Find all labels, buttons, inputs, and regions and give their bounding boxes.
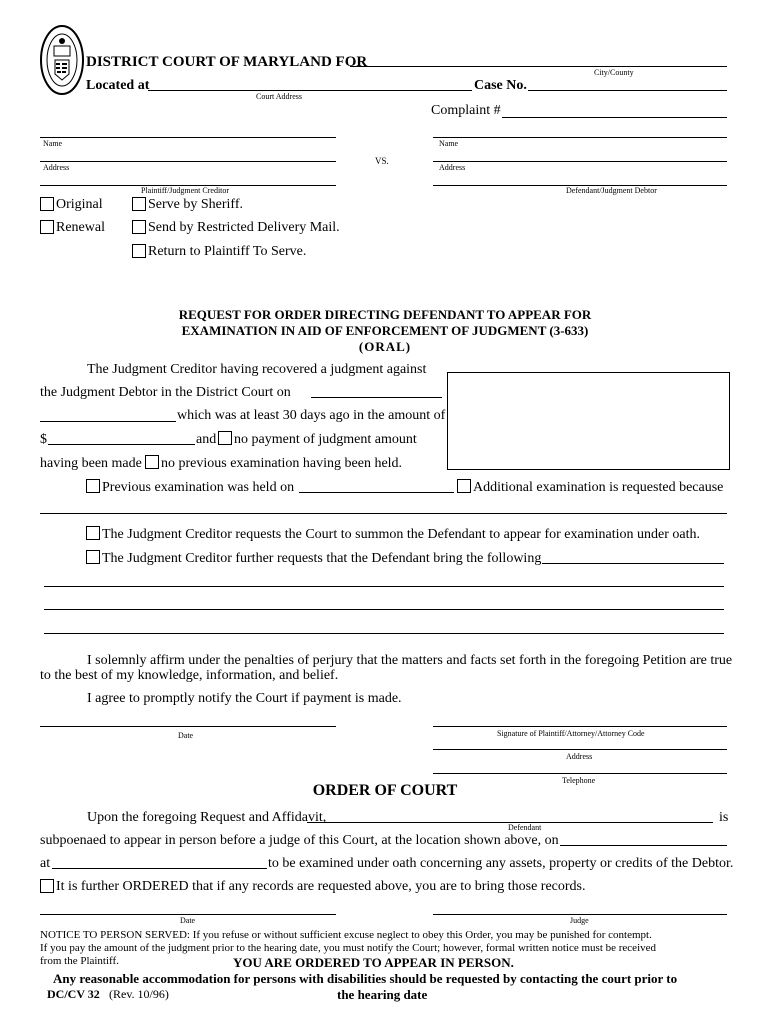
- vs-label: VS.: [375, 156, 389, 166]
- plaintiff-label: Plaintiff/Judgment Creditor: [141, 186, 230, 195]
- previous-exam-date-field[interactable]: [299, 492, 454, 493]
- affirm-date-label: Date: [178, 731, 194, 740]
- order-subpoenaed: subpoenaed to appear in person before a judge of this Court, at the location shown above, on: [40, 833, 559, 848]
- order-examined: to be examined under oath concerning any assets, property or credits of the Debtor.: [268, 856, 734, 871]
- signature-label: Signature of Plaintiff/Attorney/Attorney Code: [497, 729, 645, 738]
- signer-telephone-field[interactable]: [433, 773, 727, 774]
- serve-sheriff-checkbox[interactable]: [132, 197, 146, 211]
- original-checkbox[interactable]: [40, 197, 54, 211]
- signer-telephone-label: Telephone: [562, 776, 596, 785]
- court-address-field[interactable]: [148, 90, 472, 91]
- signer-address-label: Address: [566, 752, 593, 761]
- defendant-address-label: Address: [439, 163, 466, 172]
- court-title: DISTRICT COURT OF MARYLAND FOR: [86, 54, 368, 70]
- affirm-date-field[interactable]: [40, 726, 336, 727]
- order-is: is: [719, 810, 729, 825]
- judgment-date-field-2[interactable]: [40, 421, 176, 422]
- additional-exam-reason-field[interactable]: [40, 513, 727, 514]
- original-label: Original: [56, 197, 103, 212]
- defendant-name-label: Name: [439, 139, 459, 148]
- bring-items-field-4[interactable]: [44, 633, 724, 634]
- case-no-field[interactable]: [528, 90, 727, 91]
- amount-field[interactable]: [48, 444, 195, 445]
- hearing-time-field[interactable]: [52, 868, 267, 869]
- complaint-no-label: Complaint #: [431, 103, 501, 118]
- court-address-label: Court Address: [256, 92, 302, 101]
- additional-exam-checkbox[interactable]: [457, 479, 471, 493]
- summon-label: The Judgment Creditor requests the Court to summon the Defendant to appear for examination under oath.: [102, 527, 700, 542]
- records-checkbox[interactable]: [40, 879, 54, 893]
- order-date-field[interactable]: [40, 914, 336, 915]
- plaintiff-address-field[interactable]: [40, 161, 336, 162]
- located-at-label: Located at: [86, 78, 150, 93]
- judge-label: Judge: [570, 916, 589, 925]
- signature-field[interactable]: [433, 726, 727, 727]
- case-no-label: Case No.: [474, 78, 527, 93]
- ordered-to-appear: YOU ARE ORDERED TO APPEAR IN PERSON.: [233, 955, 514, 970]
- restricted-mail-label: Send by Restricted Delivery Mail.: [148, 220, 340, 235]
- no-previous-label: no previous examination having been held.: [161, 456, 403, 471]
- additional-exam-label: Additional examination is requested because: [473, 480, 724, 495]
- return-plaintiff-checkbox[interactable]: [132, 244, 146, 258]
- no-payment-label: no payment of judgment amount: [234, 432, 417, 447]
- previous-exam-checkbox[interactable]: [86, 479, 100, 493]
- serve-sheriff-label: Serve by Sheriff.: [148, 197, 243, 212]
- form-revision: (Rev. 10/96): [109, 987, 169, 1001]
- city-county-label: City/County: [594, 68, 634, 77]
- order-upon: Upon the foregoing Request and Affidavit,: [87, 810, 327, 825]
- hearing-date-field[interactable]: [560, 845, 727, 846]
- no-previous-checkbox[interactable]: [145, 455, 159, 469]
- defendant-address-field[interactable]: [433, 161, 727, 162]
- notice-line1: NOTICE TO PERSON SERVED: If you refuse or without sufficient excuse neglect to obey this Order, you may be punished for contempt.: [40, 929, 652, 941]
- judgment-date-field[interactable]: [311, 397, 442, 398]
- bring-items-field[interactable]: [542, 563, 724, 564]
- renewal-checkbox[interactable]: [40, 220, 54, 234]
- dollar-sign: $: [40, 432, 47, 447]
- plaintiff-name-label: Name: [43, 139, 63, 148]
- request-title-line1: REQUEST FOR ORDER DIRECTING DEFENDANT TO APPEAR FOR: [178, 307, 592, 322]
- affirm-line1: I solemnly affirm under the penalties of perjury that the matters and facts set forth in the foregoing Petition are true: [87, 653, 733, 668]
- accommodation-line1: Any reasonable accommodation for persons with disabilities should be requested by contacting the court prior to: [53, 971, 678, 986]
- court-seal: [39, 24, 85, 96]
- return-plaintiff-label: Return to Plaintiff To Serve.: [148, 244, 307, 259]
- bring-items-field-2[interactable]: [44, 586, 724, 587]
- agree-text: I agree to promptly notify the Court if payment is made.: [87, 691, 402, 706]
- city-county-field[interactable]: [350, 66, 727, 67]
- clerk-box: [447, 372, 730, 470]
- affirm-line2: to the best of my knowledge, information, and belief.: [40, 668, 339, 683]
- form-id: DC/CV 32: [47, 987, 100, 1001]
- p1-line3: which was at least 30 days ago in the amount of: [177, 408, 446, 423]
- restricted-mail-checkbox[interactable]: [132, 220, 146, 234]
- no-payment-checkbox[interactable]: [218, 431, 232, 445]
- summon-checkbox[interactable]: [86, 526, 100, 540]
- order-title: ORDER OF COURT: [312, 782, 458, 799]
- order-defendant-label: Defendant: [508, 823, 542, 832]
- plaintiff-name-field[interactable]: [40, 137, 336, 138]
- request-title-line3: (ORAL): [358, 339, 412, 354]
- p1-line1: The Judgment Creditor having recovered a judgment against: [87, 362, 427, 377]
- defendant-label: Defendant/Judgment Debtor: [566, 186, 657, 195]
- order-at: at: [40, 856, 51, 871]
- request-title-line2: EXAMINATION IN AID OF ENFORCEMENT OF JUDGMENT (3-633): [181, 323, 589, 338]
- notice-line3: from the Plaintiff.: [40, 955, 119, 967]
- signer-address-field[interactable]: [433, 749, 727, 750]
- order-date-label: Date: [180, 916, 196, 925]
- renewal-label: Renewal: [56, 220, 105, 235]
- bring-label: The Judgment Creditor further requests that the Defendant bring the following: [102, 551, 542, 566]
- having-been-made-label: having been made: [40, 456, 142, 471]
- p1-line2: the Judgment Debtor in the District Court on: [40, 385, 291, 400]
- accommodation-line2: the hearing date: [337, 987, 428, 1002]
- bring-items-field-3[interactable]: [44, 609, 724, 610]
- judge-signature-field[interactable]: [433, 914, 727, 915]
- and-label: and: [196, 432, 217, 447]
- defendant-name-field[interactable]: [433, 137, 727, 138]
- previous-exam-label: Previous examination was held on: [102, 480, 295, 495]
- bring-checkbox[interactable]: [86, 550, 100, 564]
- notice-line2: If you pay the amount of the judgment prior to the hearing date, you must notify the Court; however, formal written notice must be received: [40, 942, 657, 954]
- plaintiff-address-label: Address: [43, 163, 70, 172]
- complaint-no-field[interactable]: [502, 117, 727, 118]
- order-further: It is further ORDERED that if any records are requested above, you are to bring those records.: [56, 879, 586, 894]
